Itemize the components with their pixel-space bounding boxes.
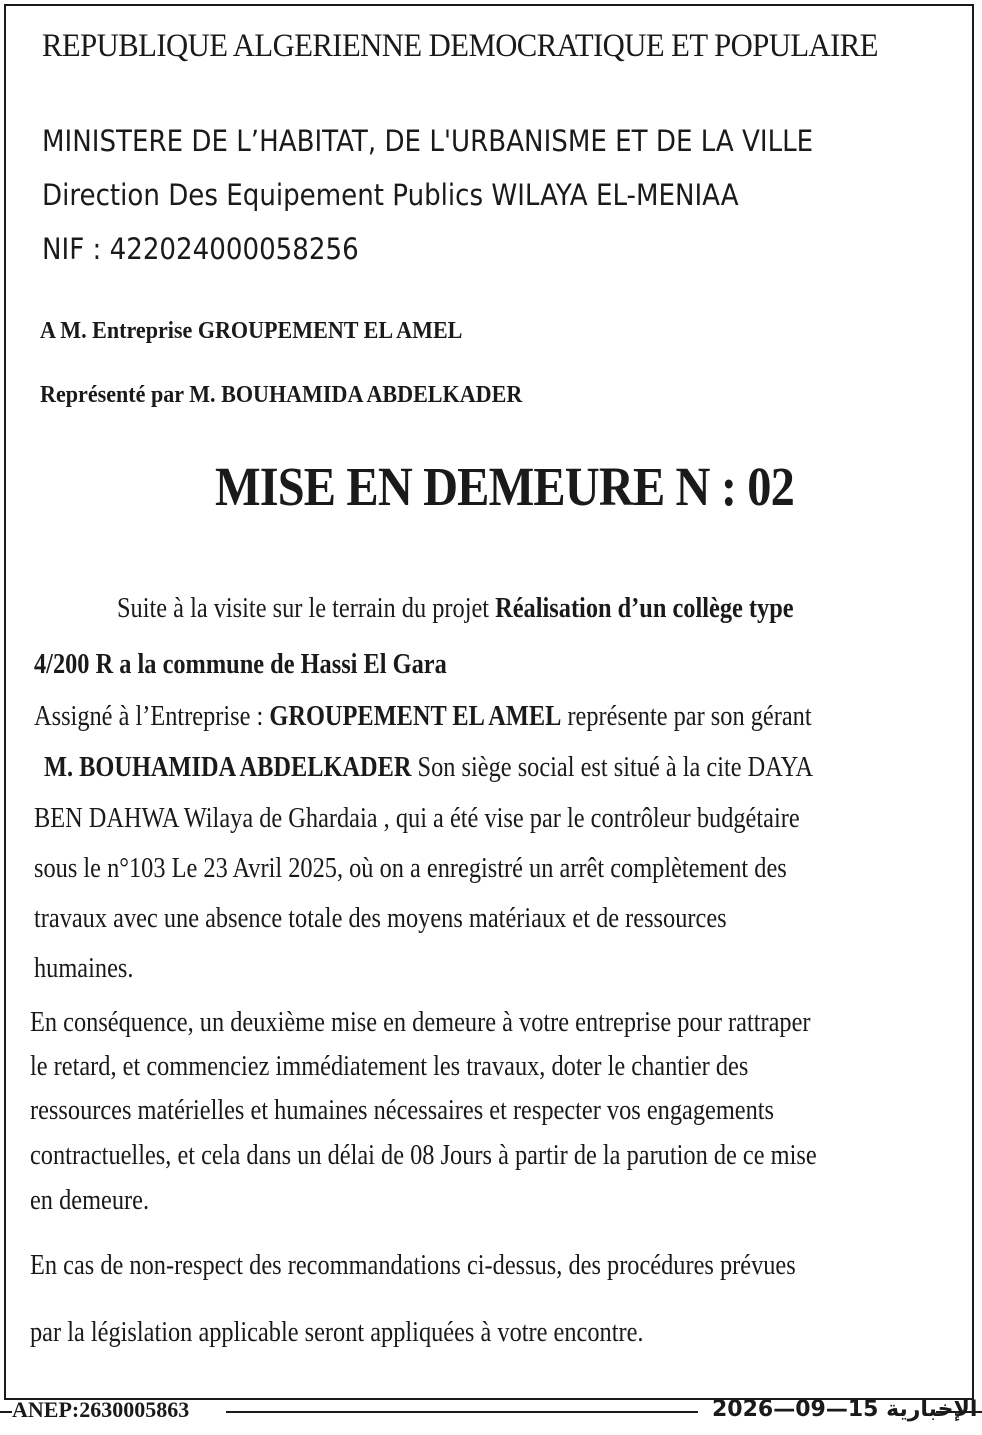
body-line: par la législation applicable seront appliquées à votre encontre. — [30, 1316, 644, 1348]
body-text: Son siège social est situé à la cite DAYA — [411, 751, 814, 783]
body-line: ressources matérielles et humaines nécessaires et respecter vos engagements — [30, 1094, 775, 1126]
body-line: En cas de non-respect des recommandations ci-dessus, des procédures prévues — [30, 1249, 796, 1281]
body-line: en demeure. — [30, 1184, 150, 1216]
body-line: BEN DAHWA Wilaya de Ghardaia , qui a été vise par le contrôleur budgétaire — [34, 802, 800, 834]
body-text: Suite à la visite sur le terrain du projet — [117, 592, 496, 624]
direction-line: Direction Des Equipement Publics WILAYA EL-MENIAA — [42, 178, 739, 212]
body-line: humaines. — [34, 952, 134, 984]
body-line: contractuelles, et cela dans un délai de 08 Jours à partir de la parution de ce mise — [30, 1139, 817, 1171]
body-line — [34, 700, 812, 733]
nif-line: NIF : 422024000058256 — [42, 232, 359, 266]
publication-date: 2026—09—15 — [712, 1397, 879, 1422]
newspaper-name: الإخبارية — [886, 1397, 978, 1422]
anep-reference: ANEP:2630005863 — [12, 1397, 190, 1422]
body-text: représente par son gérant — [561, 700, 812, 732]
manager-name: M. BOUHAMIDA ABDELKADER — [44, 751, 412, 783]
company-name: GROUPEMENT EL AMEL — [269, 700, 562, 732]
project-name: Réalisation d’un collège type — [495, 592, 794, 624]
body-line — [34, 648, 447, 681]
body-line: le retard, et commenciez immédiatement les travaux, doter le chantier des — [30, 1050, 749, 1082]
body-text: Assigné à l’Entreprise : — [34, 700, 270, 732]
represented-by-line: Représenté par M. BOUHAMIDA ABDELKADER — [40, 382, 523, 408]
republic-heading: REPUBLIQUE ALGERIENNE DEMOCRATIQUE ET POPULAIRE — [42, 28, 878, 64]
body-line: travaux avec une absence totale des moyens matériaux et de ressources — [34, 902, 727, 934]
addressee-line: A M. Entreprise GROUPEMENT EL AMEL — [40, 318, 463, 344]
body-line: En conséquence, un deuxième mise en demeure à votre entreprise pour rattraper — [30, 1006, 811, 1038]
notice-title: MISE EN DEMEURE N : 02 — [215, 456, 794, 517]
body-line — [44, 751, 813, 784]
footer-rule — [226, 1411, 698, 1413]
body-line: sous le n°103 Le 23 Avril 2025, où on a enregistré un arrêt complètement des — [34, 852, 787, 884]
ministry-line: MINISTERE DE L’HABITAT, DE L'URBANISME ET DE LA VILLE — [42, 124, 814, 158]
body-line — [117, 592, 794, 625]
footer-rule — [0, 1411, 12, 1413]
publication-info — [712, 1397, 977, 1422]
project-location: 4/200 R a la commune de Hassi El Gara — [34, 648, 447, 680]
